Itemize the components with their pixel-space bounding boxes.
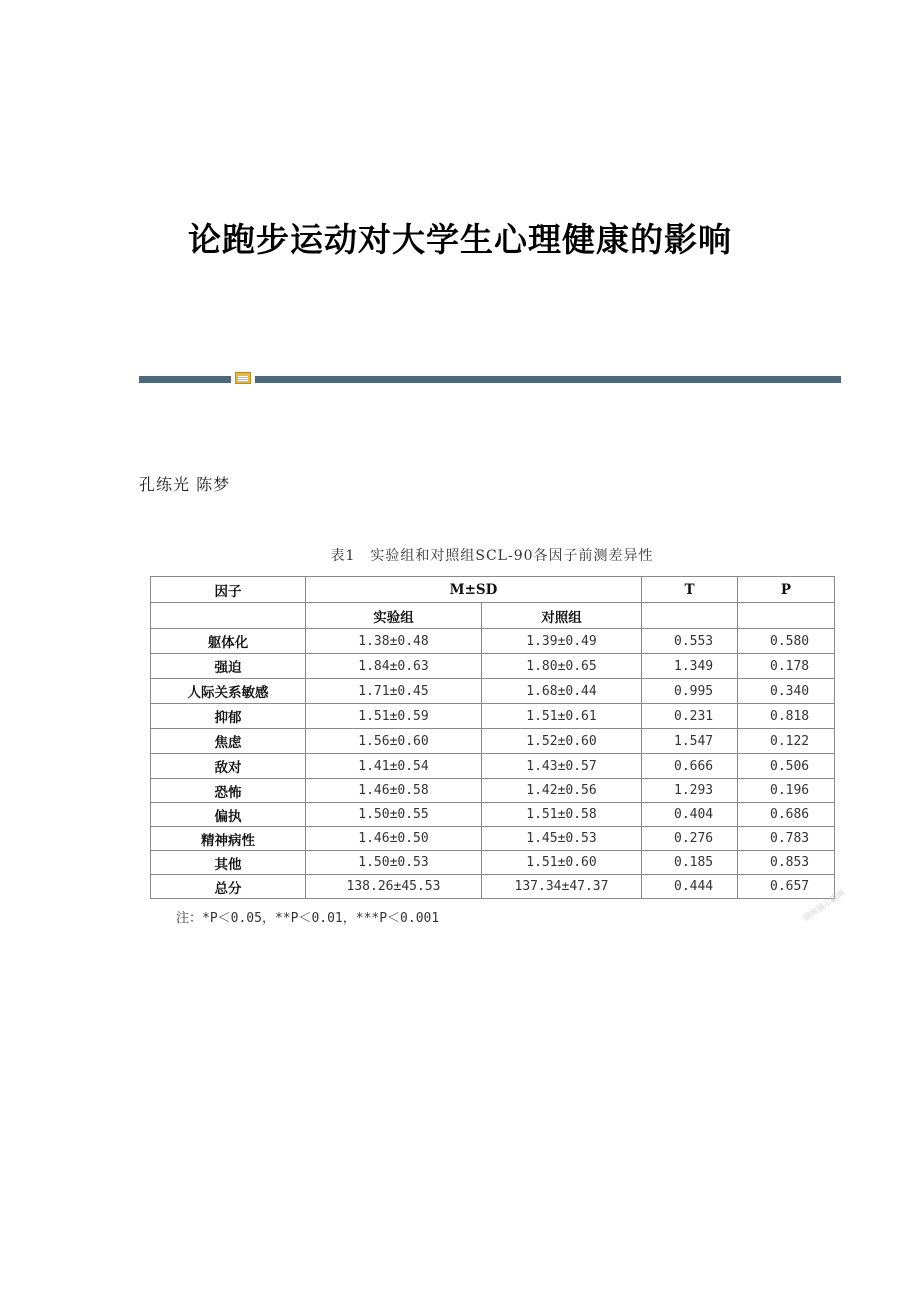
factor-cell: 偏执 [151,803,306,827]
exp-cell: 1.38±0.48 [306,629,482,654]
factor-cell: 人际关系敏感 [151,679,306,704]
exp-cell: 1.46±0.50 [306,827,482,851]
p-cell: 0.196 [738,779,835,803]
divider-bar-right [255,376,841,383]
t-cell: 0.185 [642,851,738,875]
p-cell: 0.783 [738,827,835,851]
ctrl-cell: 1.51±0.61 [482,704,642,729]
table-row [151,729,835,754]
header-factor: 因子 [151,577,306,603]
subheader-empty [738,603,835,629]
subheader-empty [151,603,306,629]
factor-cell: 躯体化 [151,629,306,654]
header-control: 对照组 [482,603,642,629]
factor-cell: 焦虑 [151,729,306,754]
p-cell: 0.122 [738,729,835,754]
exp-cell: 138.26±45.53 [306,875,482,899]
table-caption: 表1 实验组和对照组SCL-90各因子前测差异性 [330,548,654,564]
table-row [151,679,835,704]
ctrl-cell: 1.51±0.60 [482,851,642,875]
table-row [151,779,835,803]
p-cell: 0.580 [738,629,835,654]
header-p: P [738,577,835,603]
table-row [151,754,835,779]
factor-cell: 强迫 [151,654,306,679]
t-cell: 0.444 [642,875,738,899]
factor-cell: 敌对 [151,754,306,779]
envelope-icon [235,372,251,384]
factor-cell: 抑郁 [151,704,306,729]
table-row [151,803,835,827]
p-cell: 0.506 [738,754,835,779]
p-cell: 0.657 [738,875,835,899]
t-cell: 0.995 [642,679,738,704]
t-cell: 0.276 [642,827,738,851]
ctrl-cell: 1.51±0.58 [482,803,642,827]
ctrl-cell: 137.34±47.37 [482,875,642,899]
ctrl-cell: 1.80±0.65 [482,654,642,679]
ctrl-cell: 1.52±0.60 [482,729,642,754]
t-cell: 0.666 [642,754,738,779]
header-experimental: 实验组 [306,603,482,629]
ctrl-cell: 1.39±0.49 [482,629,642,654]
factor-cell: 总分 [151,875,306,899]
table-header-row [151,577,835,603]
t-cell: 0.231 [642,704,738,729]
t-cell: 1.293 [642,779,738,803]
t-cell: 1.547 [642,729,738,754]
ctrl-cell: 1.43±0.57 [482,754,642,779]
factor-cell: 恐怖 [151,779,306,803]
header-t: T [642,577,738,603]
ctrl-cell: 1.42±0.56 [482,779,642,803]
factor-cell: 其他 [151,851,306,875]
document-title: 论跑步运动对大学生心理健康的影响 [188,220,732,259]
t-cell: 0.404 [642,803,738,827]
table-subheader-row [151,603,835,629]
exp-cell: 1.51±0.59 [306,704,482,729]
exp-cell: 1.50±0.55 [306,803,482,827]
p-cell: 0.853 [738,851,835,875]
authors: 孔练光 陈梦 [139,475,231,494]
table-row [151,629,835,654]
exp-cell: 1.41±0.54 [306,754,482,779]
p-cell: 0.818 [738,704,835,729]
table-row [151,827,835,851]
factor-cell: 精神病性 [151,827,306,851]
t-cell: 1.349 [642,654,738,679]
p-cell: 0.686 [738,803,835,827]
p-cell: 0.340 [738,679,835,704]
exp-cell: 1.84±0.63 [306,654,482,679]
ctrl-cell: 1.68±0.44 [482,679,642,704]
section-divider [139,375,841,384]
watermark: 原图展示截图 [801,888,847,923]
exp-cell: 1.56±0.60 [306,729,482,754]
exp-cell: 1.71±0.45 [306,679,482,704]
exp-cell: 1.50±0.53 [306,851,482,875]
header-msd: M±SD [306,577,642,603]
divider-bar-left [139,376,231,383]
subheader-empty [642,603,738,629]
table-row [151,704,835,729]
p-cell: 0.178 [738,654,835,679]
t-cell: 0.553 [642,629,738,654]
table-row [151,654,835,679]
exp-cell: 1.46±0.58 [306,779,482,803]
table-note: 注：*P＜0.05，**P＜0.01，***P＜0.001 [176,911,440,926]
table-row [151,875,835,899]
table-row [151,851,835,875]
results-table [150,576,835,899]
ctrl-cell: 1.45±0.53 [482,827,642,851]
